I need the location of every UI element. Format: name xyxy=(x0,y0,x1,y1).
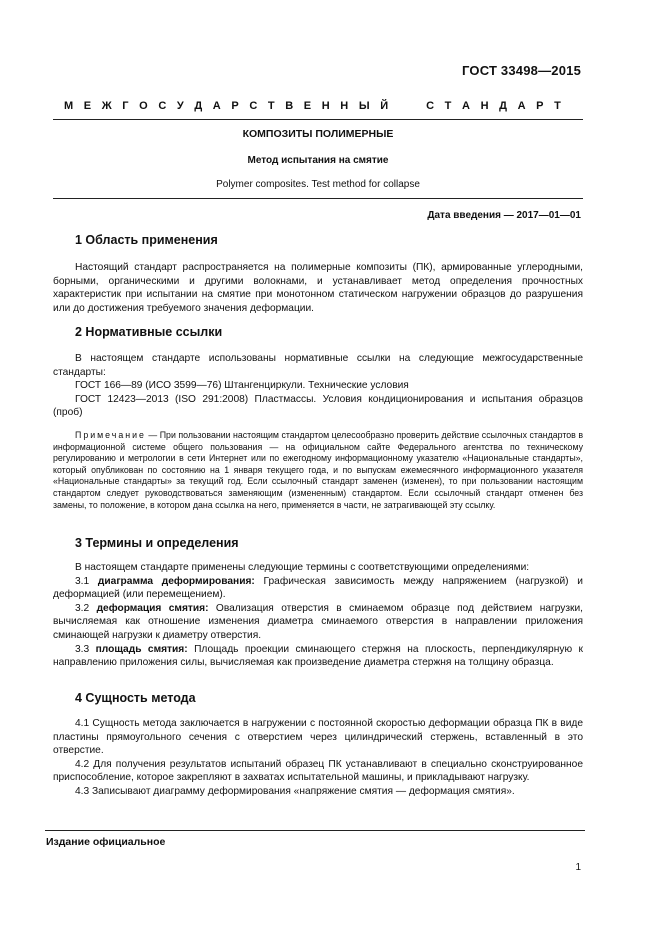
section-terms-text xyxy=(53,561,583,670)
document-title-english: Polymer composites. Test method for collapse xyxy=(216,179,420,190)
banner-letter: Д xyxy=(194,100,203,112)
banner-letter: Е xyxy=(83,100,92,112)
section-scope-text xyxy=(53,261,583,315)
method-item: 4.1 Сущность метода заключается в нагружении с постоянной скоростью деформации образца ПК в виде пластины прямоугольного сечения с отверстием через цилиндрический стержень, вставленный в это отверстие. xyxy=(53,718,583,757)
interstate-standard-banner xyxy=(64,100,561,112)
paragraph: В настоящем стандарте использованы нормативные ссылки на следующие межгосударственные стандарты: xyxy=(53,353,583,378)
banner-letter: А xyxy=(517,100,526,112)
top-rule xyxy=(53,119,583,120)
section-heading-scope: 1 Область применения xyxy=(75,233,218,247)
term-name: диаграмма деформирования: xyxy=(97,575,255,587)
note-text: — При пользовании настоящим стандартом целесообразно проверить действие ссылочных стандартов в информационной системе общего пользования — на официальном сайте Федерального агентства по техническому регулированию и метрологии в сети Интернет или по ежегодному информационному указателю «Национальные стандарты», который опубликован по состоянию на 1 января текущего года, и по выпускам ежемесячного информационного указателя «Национальные стандарты» за текущий год. Если ссылочный стандарт заменен (изменен), то при пользовании настоящим стандартом следует руководствоваться заменяющим (измененным) стандартом. Если ссылочный стандарт отменен без замены, то положение, в котором дана ссылка на него, применяется в части, не затрагивающей эту ссылку. xyxy=(53,430,583,510)
note-label: Примечание xyxy=(75,430,146,440)
banner-letter: У xyxy=(176,100,184,112)
banner-letter: М xyxy=(64,100,74,112)
banner-letter: Н xyxy=(340,100,349,112)
section-method-text xyxy=(53,717,583,799)
banner-letter xyxy=(412,100,415,112)
paragraph: В настоящем стандарте применены следующие термины с соответствующими определениями: xyxy=(75,562,530,573)
banner-letter: Т xyxy=(444,100,452,112)
term-name: деформация смятия: xyxy=(96,602,209,614)
section-references-text xyxy=(53,352,583,420)
method-item: 4.2 Для получения результатов испытаний образец ПК устанавливают в специально сконструированное приспособление, которое закрепляют в захватах испытательной машины, и прикладывают нагрузку. xyxy=(53,758,583,784)
banner-letter: Е xyxy=(303,100,312,112)
official-edition-label: Издание официальное xyxy=(46,836,166,848)
term-definition: 3.2 деформация смятия: Овализация отверстия в сминаемом образце под действием нагрузки, вычисляемая как отношение изменения диаметра сминаемого отверстия в направлении приложения сминающей нагрузки к диаметру отверстия. xyxy=(53,602,583,641)
banner-letter: О xyxy=(139,100,148,112)
banner-letter: Д xyxy=(499,100,507,112)
banner-letter: С xyxy=(426,100,435,112)
banner-letter xyxy=(399,100,402,112)
references-note xyxy=(53,430,583,511)
reference-item: ГОСТ 166—89 (ИСО 3599—76) Штангенциркули. Технические условия xyxy=(75,380,409,392)
banner-letter: Т xyxy=(267,100,275,112)
method-item: 4.3 Записывают диаграмму деформирования «напряжение смятия — деформация смятия». xyxy=(75,785,515,797)
banner-letter: Г xyxy=(122,100,129,112)
standard-code: ГОСТ 33498—2015 xyxy=(462,63,581,78)
footer-rule xyxy=(45,830,585,831)
banner-letter: Ы xyxy=(358,100,370,112)
title-rule xyxy=(53,198,583,199)
term-definition: 3.3 площадь смятия: Площадь проекции сминающего стержня на плоскость, перпендикулярную к направлению приложения силы, вычисляемая как произведение диаметра стержня на толщину образца. xyxy=(53,643,583,669)
page-number: 1 xyxy=(575,862,581,873)
banner-letter: А xyxy=(212,100,221,112)
banner-letter: С xyxy=(249,100,258,112)
banner-letter: В xyxy=(285,100,294,112)
banner-letter: С xyxy=(158,100,167,112)
banner-letter: Ж xyxy=(101,100,112,112)
introduction-date: Дата введения — 2017—01—01 xyxy=(427,210,581,221)
term-definition: 3.1 диаграмма деформирования: Графическая зависимость между напряжением (нагрузкой) и деформацией (или перемещением). xyxy=(53,575,583,601)
section-heading-references: 2 Нормативные ссылки xyxy=(75,325,223,339)
banner-letter: Р xyxy=(536,100,544,112)
paragraph: Настоящий стандарт распространяется на полимерные композиты (ПК), армированные углеродными, борными, органическими и другими волокнами, и устанавливает метод определения прочностных характеристик при испытании на смятие при монотонном статическом нагружении образцов до разрушения или до достижения требуемого значения деформации. xyxy=(53,262,583,314)
document-subtitle: Метод испытания на смятие xyxy=(247,155,389,166)
banner-letter: Т xyxy=(554,100,561,112)
reference-item: ГОСТ 12423—2013 (ISO 291:2008) Пластмассы. Условия кондиционирования и испытания образцов (проб) xyxy=(53,393,583,419)
banner-letter: А xyxy=(462,100,470,112)
term-name: площадь смятия: xyxy=(95,643,188,655)
section-heading-terms: 3 Термины и определения xyxy=(75,536,239,550)
section-heading-method: 4 Сущность метода xyxy=(75,691,196,705)
banner-letter: Р xyxy=(231,100,239,112)
banner-letter: Н xyxy=(480,100,489,112)
banner-letter: Н xyxy=(321,100,330,112)
document-title: КОМПОЗИТЫ ПОЛИМЕРНЫЕ xyxy=(242,128,394,140)
banner-letter: Й xyxy=(380,100,389,112)
